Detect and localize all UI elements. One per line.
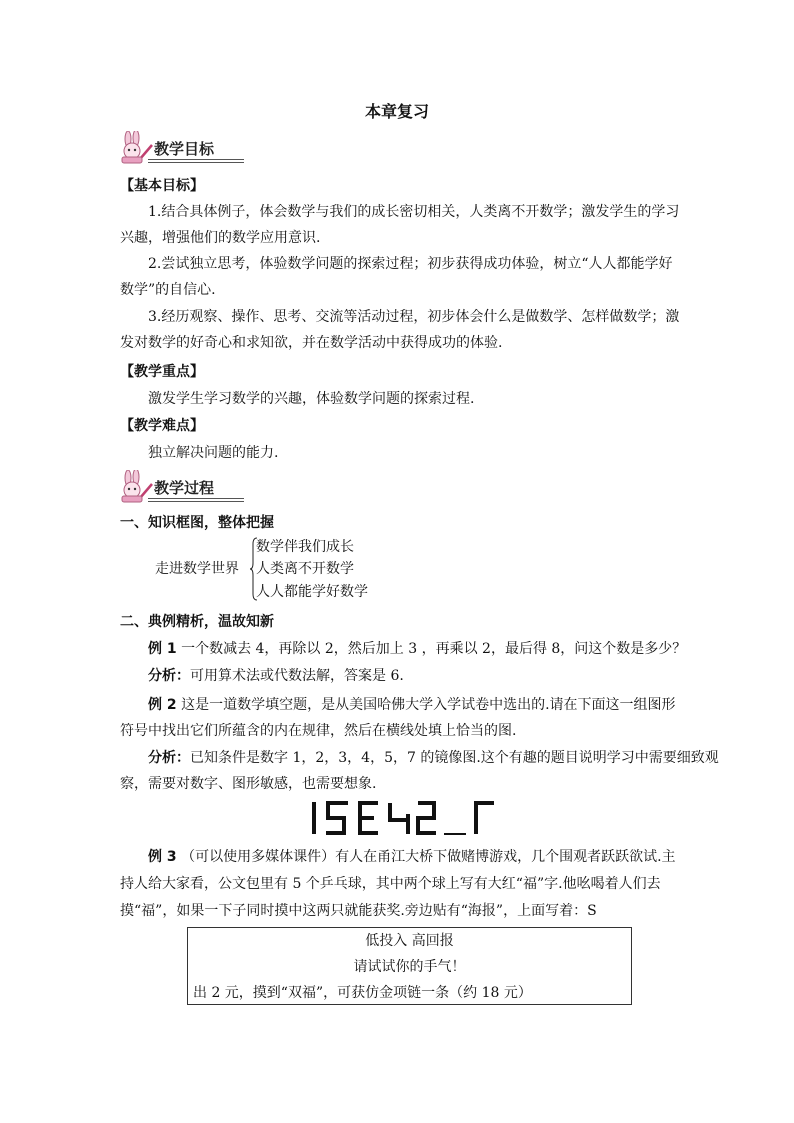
- example-text: 一个数减去 4，再除以 2，然后加上 3 ，再乘以 2，最后得 8，问这个数是多少？: [176, 641, 687, 657]
- analysis-label: 分析：: [148, 750, 190, 766]
- example-text: 这是一道数学填空题，是从美国哈佛大学入学试卷中选出的.请在下面这一组图形: [176, 697, 676, 713]
- goal-1-line-1: 1.结合具体例子，体会数学与我们的成长密切相关，人类离不开数学；激发学生的学习: [148, 204, 680, 220]
- example-2-line-2: 符号中找出它们所蕴含的内在规律，然后在横线处填上恰当的图.: [120, 723, 517, 739]
- section-header-goals: [118, 134, 250, 164]
- goal-2-line-1: 2.尝试独立思考，体验数学问题的探索过程；初步获得成功体验，树立“人人都能学好: [148, 256, 673, 272]
- framework-item: 人类离不开数学: [256, 561, 354, 577]
- key-point-text: 激发学生学习数学的兴趣，体验数学问题的探索过程.: [148, 391, 475, 407]
- poster-line-2: 请试试你的手气！: [353, 959, 466, 975]
- analysis-label: 分析：: [148, 668, 190, 684]
- example-3-line-3: 摸“福”，如果一下子同时摸中这两只就能获奖.旁边贴有“海报”，上面写着：S: [120, 903, 597, 919]
- mirror-digit-7: [476, 803, 494, 834]
- mirror-digit-2: [326, 803, 348, 833]
- key-point-heading: 【教学重点】: [120, 364, 204, 380]
- goal-3-line-1: 3.经历观察、操作、思考、交流等活动过程，初步体会什么是做数学、怎样做数学；激: [148, 309, 680, 325]
- example-3-line-1: [148, 846, 676, 866]
- basic-goals-heading: 【基本目标】: [120, 178, 204, 194]
- framework-item: 数学伴我们成长: [256, 539, 354, 555]
- poster-box: [187, 927, 632, 1005]
- section-label: 教学过程: [154, 479, 215, 497]
- example-3-line-2: 持人给大家看，公文包里有 5 个乒乓球，其中两个球上写有大红“福”字.他吆喝着人们去: [120, 876, 661, 892]
- example-2-line-1: [148, 694, 676, 714]
- mirror-digits-figure: [308, 800, 498, 836]
- part1-heading: 一、知识框图，整体把握: [120, 515, 274, 531]
- page-title: 本章复习: [364, 102, 429, 121]
- analysis-text: 可用算术法或代数法解，答案是 6.: [190, 668, 404, 684]
- part2-heading: 二、典例精析，温故知新: [120, 614, 274, 630]
- example-label: 例 2: [148, 697, 177, 713]
- difficulty-text: 独立解决问题的能力.: [148, 445, 279, 461]
- mirror-digit-3: [360, 803, 378, 833]
- example-2-analysis-line-1: [148, 747, 719, 767]
- section-label: 教学目标: [154, 140, 215, 158]
- framework-item: 人人都能学好数学: [256, 584, 368, 600]
- goal-1-line-2: 兴趣，增强他们的数学应用意识.: [120, 230, 321, 246]
- example-1: [148, 638, 686, 658]
- knowledge-framework: [155, 536, 415, 602]
- section-header-process: [118, 473, 250, 503]
- analysis-text: 已知条件是数字 1，2，3，4，5，7 的镜像图.这个有趣的题目说明学习中需要细致观: [190, 750, 719, 766]
- poster-line-1: 低投入 高回报: [365, 933, 454, 949]
- example-text: （可以使用多媒体课件）有人在甬江大桥下做赌博游戏，几个围观者跃跃欲试.主: [176, 849, 676, 865]
- poster-line-3: 出 2 元，摸到“双福”，可获仿金项链一条（约 18 元）: [193, 985, 532, 1001]
- example-1-analysis: [148, 665, 404, 685]
- example-2-analysis-line-2: 察，需要对数字、图形敏感，也需要想象.: [120, 776, 377, 792]
- mirror-digit-4: [390, 803, 408, 834]
- mirror-digit-5: [418, 803, 436, 833]
- goal-2-line-2: 数学”的自信心.: [120, 282, 216, 298]
- goal-3-line-2: 发对数学的好奇心和求知欲，并在数学活动中获得成功的体验.: [120, 335, 503, 351]
- difficulty-heading: 【教学难点】: [120, 418, 204, 434]
- example-label: 例 1: [148, 641, 177, 657]
- example-label: 例 3: [148, 849, 177, 865]
- framework-root: 走进数学世界: [155, 561, 239, 577]
